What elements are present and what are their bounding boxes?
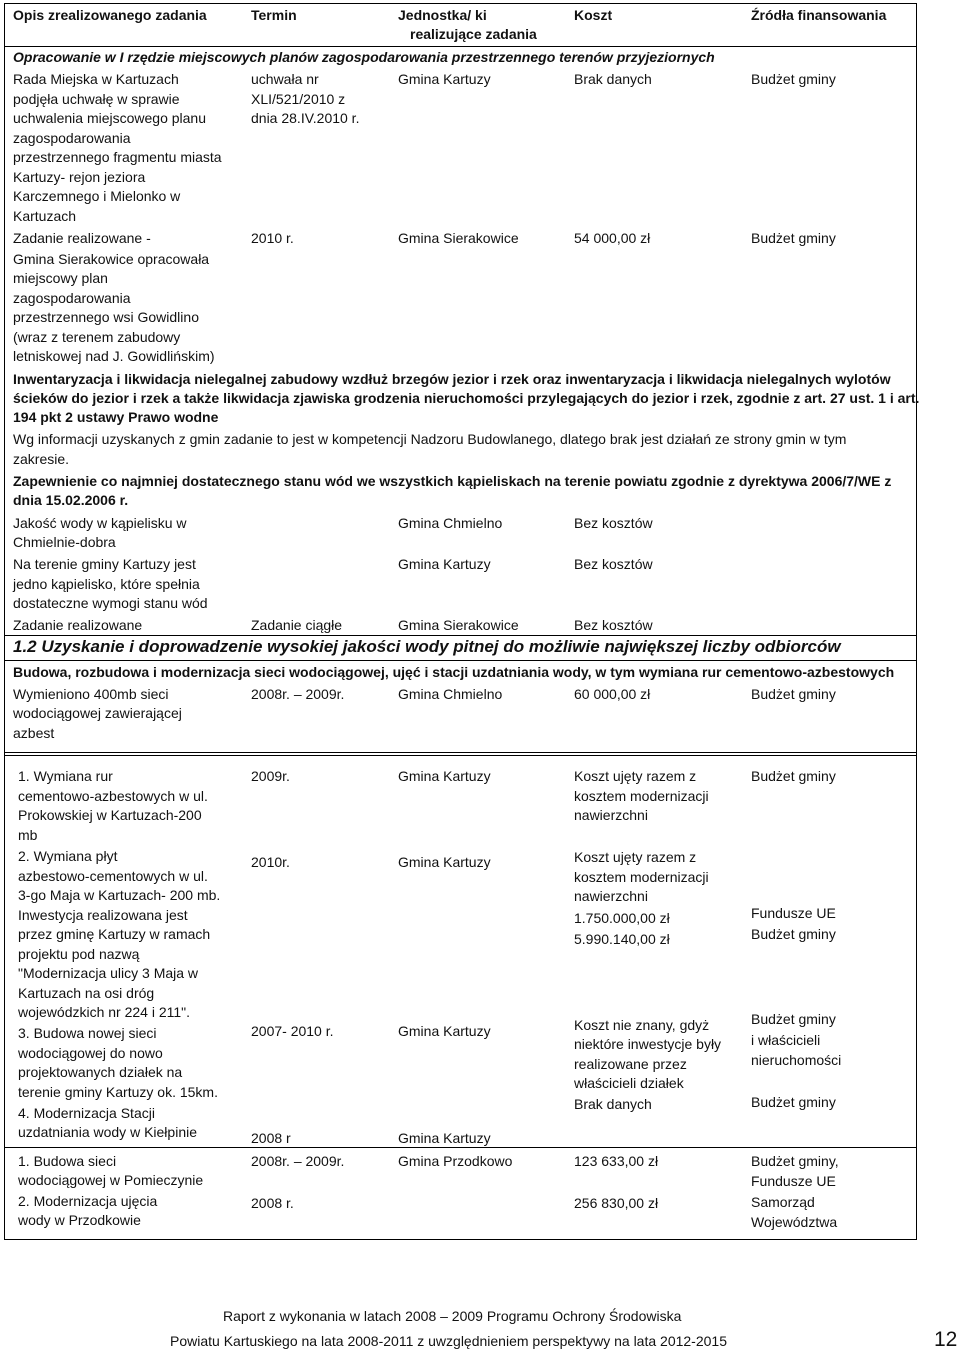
section-title: 194 pkt 2 ustawy Prawo wodne bbox=[13, 409, 219, 425]
row7-cost: Koszt nie znany, gdyż bbox=[574, 1017, 710, 1033]
row8-cost: 256 830,00 zł bbox=[574, 1195, 659, 1211]
row7-cost: kosztem modernizacji bbox=[574, 788, 709, 804]
row7-source: Budżet gminy bbox=[751, 768, 836, 784]
row4-desc-line: jedno kąpielisko, które spełnia bbox=[13, 576, 200, 592]
row1-desc-line: uchwalenia miejscowego planu bbox=[13, 110, 207, 126]
row1-desc-line: Rada Miejska w Kartuzach bbox=[13, 71, 179, 87]
row7-source: Budżet gminy bbox=[751, 1094, 836, 1110]
row5-term: Zadanie ciągłe bbox=[251, 617, 343, 633]
table-border bbox=[4, 3, 916, 4]
row2-desc-line: Gmina Sierakowice opracowała bbox=[13, 251, 210, 267]
row5-unit: Gmina Sierakowice bbox=[398, 617, 519, 633]
row7-unit: Gmina Kartuzy bbox=[398, 1023, 491, 1039]
row1-desc-line: zagospodarowania bbox=[13, 130, 131, 146]
row7-desc-line: 3. Budowa nowej sieci bbox=[18, 1025, 157, 1041]
row8-source: Województwa bbox=[751, 1214, 838, 1230]
row7-desc-line: terenie gminy Kartuzy ok. 15km. bbox=[18, 1084, 218, 1100]
table-border bbox=[4, 752, 916, 753]
row6-desc-line: azbest bbox=[13, 725, 55, 741]
row1-term-line: XLI/521/2010 z bbox=[251, 91, 346, 107]
table-border bbox=[4, 755, 916, 756]
col-header-description: Opis zrealizowanego zadania bbox=[13, 7, 207, 23]
footer-line: Raport z wykonania w latach 2008 – 2009 Programu Ochrony Środowiska bbox=[223, 1308, 682, 1324]
row7-cost: realizowane przez bbox=[574, 1056, 687, 1072]
row7-source: Budżet gminy bbox=[751, 926, 836, 942]
table-border bbox=[4, 635, 916, 636]
row3-desc-line: Jakość wody w kąpielisku w bbox=[13, 515, 187, 531]
row7-desc-line: Inwestycja realizowana jest bbox=[18, 907, 188, 923]
row5-cost: Bez kosztów bbox=[574, 617, 653, 633]
row7-term: 2007- 2010 r. bbox=[251, 1023, 334, 1039]
row8-desc-line: 2. Modernizacja ujęcia bbox=[18, 1193, 158, 1209]
row7-source: Fundusze UE bbox=[751, 905, 836, 921]
row7-term: 2008 r bbox=[251, 1130, 291, 1146]
row3-cost: Bez kosztów bbox=[574, 515, 653, 531]
row8-term: 2008 r. bbox=[251, 1195, 294, 1211]
page-number: 12 bbox=[934, 1328, 958, 1351]
table-border bbox=[4, 1147, 916, 1148]
row8-desc-line: 1. Budowa sieci bbox=[18, 1153, 117, 1169]
row2-desc-line: Zadanie realizowane - bbox=[13, 230, 151, 246]
col-header-cost: Koszt bbox=[574, 7, 613, 23]
row7-source: i właścicieli bbox=[751, 1032, 821, 1048]
row7-cost: kosztem modernizacji bbox=[574, 869, 709, 885]
row7-desc-line: 4. Modernizacja Stacji bbox=[18, 1105, 155, 1121]
col-header-unit: Jednostka/ ki bbox=[398, 7, 487, 23]
row7-term: 2009r. bbox=[251, 768, 290, 784]
row7-desc-line: Kartuzach na osi dróg bbox=[18, 985, 155, 1001]
row7-desc-line: uzdatniania wody w Kiełpinie bbox=[18, 1124, 197, 1140]
row6-cost: 60 000,00 zł bbox=[574, 686, 651, 702]
row7-desc-line: projektu pod nazwą bbox=[18, 946, 140, 962]
row7-desc-line: 2. Wymiana płyt bbox=[18, 848, 118, 864]
section-heading: 1.2 Uzyskanie i doprowadzenie wysokiej jakości wody pitnej do możliwie największej liczby odbiorców bbox=[13, 637, 841, 656]
row7-desc-line: projektowanych działek na bbox=[18, 1064, 183, 1080]
info-text: zakresie. bbox=[13, 451, 70, 467]
row2-source: Budżet gminy bbox=[751, 230, 836, 246]
row7-desc-line: mb bbox=[18, 827, 38, 843]
row8-cost: 123 633,00 zł bbox=[574, 1153, 659, 1169]
row1-desc-line: przestrzennego fragmentu miasta bbox=[13, 149, 222, 165]
row1-desc-line: Kartuzach bbox=[13, 208, 77, 224]
row2-term: 2010 r. bbox=[251, 230, 294, 246]
table-border bbox=[4, 1239, 917, 1240]
row7-unit: Gmina Kartuzy bbox=[398, 1130, 491, 1146]
row1-desc-line: Karczemnego i Mielonko w bbox=[13, 188, 181, 204]
table-border bbox=[916, 3, 917, 1239]
row2-desc-line: zagospodarowania bbox=[13, 290, 131, 306]
table-border bbox=[4, 3, 5, 1239]
row7-source: nieruchomości bbox=[751, 1052, 842, 1068]
row7-cost: Brak danych bbox=[574, 1096, 652, 1112]
row1-cost: Brak danych bbox=[574, 71, 652, 87]
row7-cost: 5.990.140,00 zł bbox=[574, 931, 670, 947]
section-title: Zapewnienie co najmniej dostatecznego stanu wód we wszystkich kąpieliskach na terenie powiatu zgodnie z dyrektywa 2006/7/WE z bbox=[13, 473, 892, 489]
row2-desc-line: (wraz z terenem zabudowy bbox=[13, 329, 181, 345]
section-title: ścieków do jezior i rzek a także likwidacja zjawiska grodzenia nieruchomości przylegających do jezior i rzek, zgodnie z art. 27 ust. 1 i art. bbox=[13, 390, 920, 406]
col-header-unit-2: realizujące zadania bbox=[410, 26, 537, 42]
row8-desc-line: wody w Przodkowie bbox=[18, 1212, 141, 1228]
row7-desc-line: cementowo-azbestowych w ul. bbox=[18, 788, 208, 804]
section-title: Inwentaryzacja i likwidacja nielegalnej zabudowy wzdłuż brzegów jezior i rzek oraz inwentaryzacja i likwidacja nielegalnych wylotów bbox=[13, 371, 891, 387]
row1-term-line: dnia 28.IV.2010 r. bbox=[251, 110, 360, 126]
row8-term: 2008r. – 2009r. bbox=[251, 1153, 345, 1169]
row1-source: Budżet gminy bbox=[751, 71, 836, 87]
row8-source: Fundusze UE bbox=[751, 1173, 836, 1189]
row3-unit: Gmina Chmielno bbox=[398, 515, 503, 531]
row1-desc-line: podjęła uchwałę w sprawie bbox=[13, 91, 180, 107]
row6-source: Budżet gminy bbox=[751, 686, 836, 702]
table-border bbox=[4, 660, 916, 661]
col-header-term: Termin bbox=[251, 7, 297, 23]
row1-unit: Gmina Kartuzy bbox=[398, 71, 491, 87]
row2-desc-line: miejscowy plan bbox=[13, 270, 108, 286]
row7-unit: Gmina Kartuzy bbox=[398, 768, 491, 784]
row7-cost: niektóre inwestycje były bbox=[574, 1036, 722, 1052]
row7-desc-line: przez gminę Kartuzy w ramach bbox=[18, 926, 211, 942]
row7-desc-line: wodociągowej do nowo bbox=[18, 1045, 163, 1061]
row7-cost: nawierzchni bbox=[574, 807, 648, 823]
row7-desc-line: "Modernizacja ulicy 3 Maja w bbox=[18, 965, 199, 981]
row4-unit: Gmina Kartuzy bbox=[398, 556, 491, 572]
row6-term: 2008r. – 2009r. bbox=[251, 686, 345, 702]
row7-desc-line: 1. Wymiana rur bbox=[18, 768, 113, 784]
row2-desc-line: letniskowej nad J. Gowidlińskim) bbox=[13, 348, 215, 364]
footer-line: Powiatu Kartuskiego na lata 2008-2011 z uwzględnieniem perspektywy na lata 2012-2015 bbox=[170, 1333, 727, 1349]
row4-desc-line: dostateczne wymogi stanu wód bbox=[13, 595, 208, 611]
row6-desc-line: Wymieniono 400mb sieci bbox=[13, 686, 169, 702]
row7-cost: Koszt ujęty razem z bbox=[574, 768, 697, 784]
row7-cost: Koszt ujęty razem z bbox=[574, 849, 697, 865]
row2-desc-line: przestrzennego wsi Gowidlino bbox=[13, 309, 199, 325]
row2-unit: Gmina Sierakowice bbox=[398, 230, 519, 246]
row7-desc-line: azbestowo-cementowych w ul. bbox=[18, 868, 208, 884]
row3-desc-line: Chmielnie-dobra bbox=[13, 534, 116, 550]
row7-unit: Gmina Kartuzy bbox=[398, 854, 491, 870]
section-title: Budowa, rozbudowa i modernizacja sieci wodociągowej, ujęć i stacji uzdatniania wody, w tym wymiana rur cementowo-azbestowych bbox=[13, 664, 895, 680]
row8-desc-line: wodociągowej w Pomieczynie bbox=[18, 1172, 204, 1188]
section-title: Opracowanie w I rzędzie miejscowych planów zagospodarowania przestrzennego terenów przyjeziornych bbox=[13, 49, 715, 65]
row2-cost: 54 000,00 zł bbox=[574, 230, 651, 246]
row8-source: Budżet gminy, bbox=[751, 1153, 839, 1169]
row6-desc-line: wodociągowej zawierającej bbox=[13, 705, 182, 721]
row7-desc-line: wojewódzkich nr 224 i 211". bbox=[18, 1004, 191, 1020]
row6-unit: Gmina Chmielno bbox=[398, 686, 503, 702]
row7-term: 2010r. bbox=[251, 854, 290, 870]
row7-cost: właścicieli działek bbox=[574, 1075, 684, 1091]
row8-unit: Gmina Przodkowo bbox=[398, 1153, 513, 1169]
row7-cost: nawierzchni bbox=[574, 888, 648, 904]
row1-term-line: uchwała nr bbox=[251, 71, 319, 87]
row8-source: Samorząd bbox=[751, 1194, 815, 1210]
table-border bbox=[4, 46, 916, 47]
row1-desc-line: Kartuzy- rejon jeziora bbox=[13, 169, 146, 185]
info-text: Wg informacji uzyskanych z gmin zadanie to jest w kompetencji Nadzoru Budowlanego, dlatego brak jest działań ze strony gmin w tym bbox=[13, 431, 847, 447]
row4-cost: Bez kosztów bbox=[574, 556, 653, 572]
row7-source: Budżet gminy bbox=[751, 1011, 836, 1027]
row7-desc-line: Prokowskiej w Kartuzach-200 bbox=[18, 807, 202, 823]
col-header-source: Źródła finansowania bbox=[751, 7, 887, 23]
row7-cost: 1.750.000,00 zł bbox=[574, 910, 670, 926]
section-title: dnia 15.02.2006 r. bbox=[13, 492, 129, 508]
row5-desc: Zadanie realizowane bbox=[13, 617, 143, 633]
row7-desc-line: 3-go Maja w Kartuzach- 200 mb. bbox=[18, 887, 221, 903]
row4-desc-line: Na terenie gminy Kartuzy jest bbox=[13, 556, 196, 572]
